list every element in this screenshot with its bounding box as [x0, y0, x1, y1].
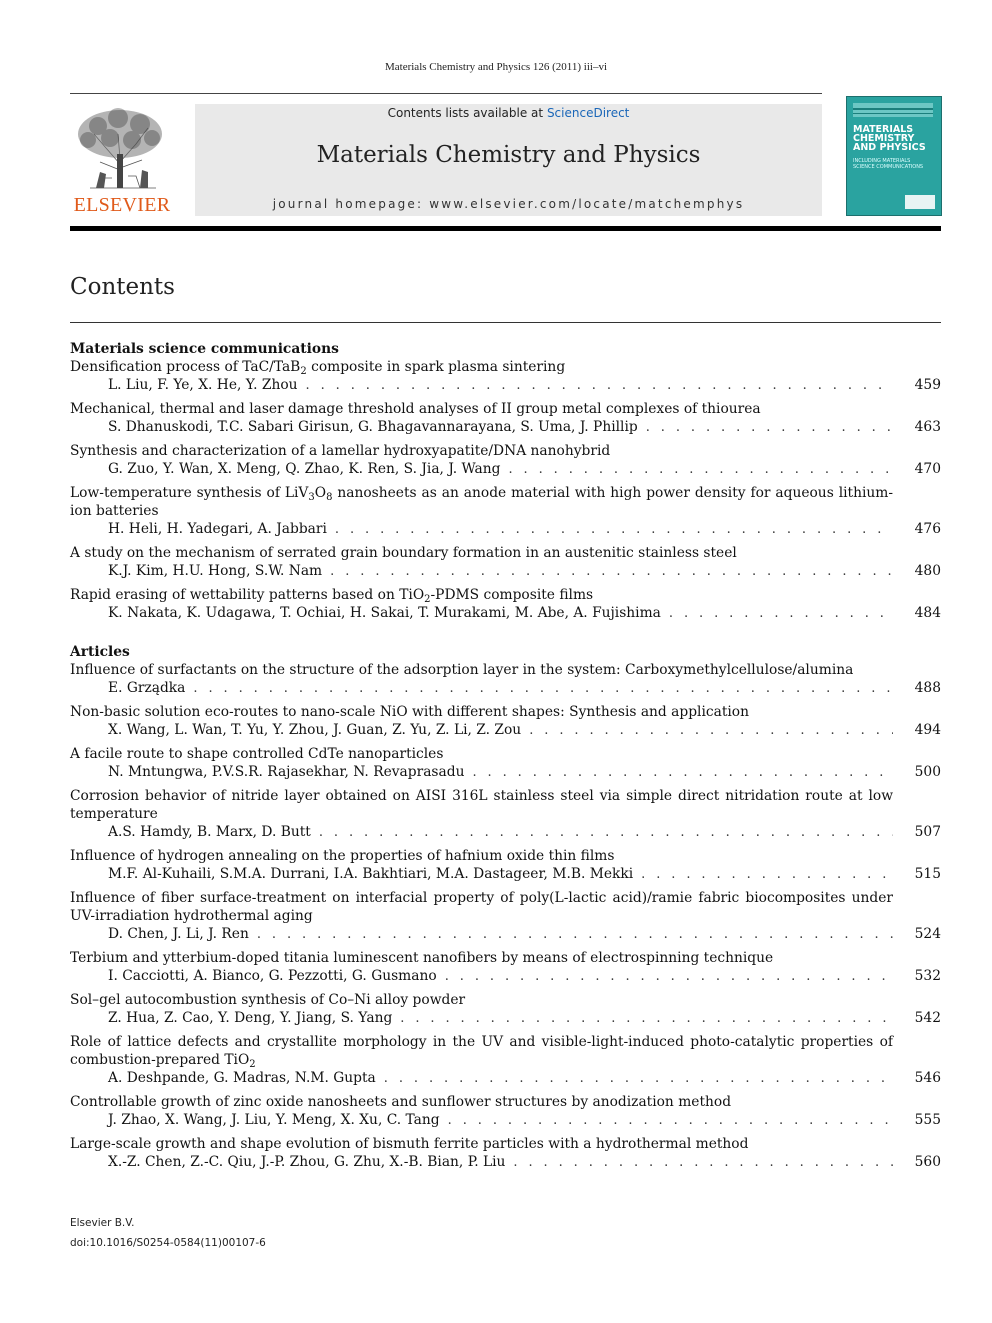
- authors-row: [70, 376, 941, 395]
- article-title[interactable]: [70, 586, 893, 604]
- footer: [70, 1213, 266, 1253]
- toc-entry[interactable]: [70, 586, 941, 623]
- title-fragment: Rapid erasing of wettability patterns based on TiO: [70, 587, 425, 603]
- authors-row: [70, 967, 941, 986]
- dot-leader: [319, 824, 893, 842]
- header-divider: [70, 226, 941, 231]
- title-fragment: nanosheets as an anode material with high power density for aqueous lithium-ion batteries: [70, 485, 893, 519]
- article-title[interactable]: Mechanical, thermal and laser damage threshold analyses of II group metal complexes of thiourea: [70, 401, 761, 417]
- toc-entry[interactable]: [70, 991, 941, 1028]
- title-fragment: O: [314, 485, 327, 501]
- title-subscript: 2: [249, 1059, 256, 1070]
- article-authors: H. Heli, H. Yadegari, A. Jabbari: [108, 521, 327, 537]
- sciencedirect-link[interactable]: ScienceDirect: [546, 106, 630, 120]
- authors-row: [70, 721, 941, 740]
- journal-header: [195, 104, 822, 216]
- authors-row: [70, 823, 941, 842]
- toc-entry[interactable]: [70, 661, 941, 698]
- toc-entry[interactable]: [70, 1135, 941, 1172]
- dot-leader: [445, 968, 893, 986]
- cover-title: MATERIALS CHEMISTRY AND PHYSICS: [853, 124, 926, 153]
- page-number[interactable]: 494: [914, 722, 941, 738]
- dot-leader: [306, 377, 893, 395]
- page-number[interactable]: 546: [914, 1070, 941, 1086]
- article-authors: X. Wang, L. Wan, T. Yu, Y. Zhou, J. Guan, Z. Yu, Z. Li, Z. Zou: [108, 722, 522, 738]
- journal-homepage-link[interactable]: journal homepage: www.elsevier.com/locate/matchemphys: [272, 197, 745, 211]
- authors-row: [70, 679, 941, 698]
- contents-available-line: [195, 106, 822, 120]
- article-authors: K.J. Kim, H.U. Hong, S.W. Nam: [108, 563, 323, 579]
- article-authors: N. Mntungwa, P.V.S.R. Rajasekhar, N. Revaprasadu: [108, 764, 465, 780]
- article-authors: A. Deshpande, G. Madras, N.M. Gupta: [108, 1070, 376, 1086]
- toc-entry[interactable]: [70, 400, 941, 437]
- article-authors: E. Grządka: [108, 680, 186, 696]
- article-title[interactable]: A facile route to shape controlled CdTe nanoparticles: [70, 746, 444, 762]
- article-title[interactable]: Controllable growth of zinc oxide nanosheets and sunflower structures by anodization method: [70, 1094, 732, 1110]
- article-authors: J. Zhao, X. Wang, J. Liu, Y. Meng, X. Xu, C. Tang: [108, 1112, 440, 1128]
- toc-entry[interactable]: [70, 1033, 941, 1088]
- elsevier-logo[interactable]: [70, 104, 174, 216]
- article-title[interactable]: Large-scale growth and shape evolution of bismuth ferrite particles with a hydrothermal method: [70, 1136, 749, 1152]
- toc-entry[interactable]: [70, 442, 941, 479]
- article-title[interactable]: A study on the mechanism of serrated grain boundary formation in an austenitic stainless steel: [70, 545, 737, 561]
- article-title[interactable]: [70, 358, 893, 376]
- title-fragment: -PDMS composite films: [430, 587, 594, 603]
- title-subscript: 2: [424, 594, 431, 605]
- toc-entry[interactable]: [70, 787, 941, 842]
- footer-doi[interactable]: doi:10.1016/S0254-0584(11)00107-6: [70, 1237, 266, 1249]
- authors-row: [70, 460, 941, 479]
- footer-publisher: Elsevier B.V.: [70, 1217, 135, 1229]
- page-number[interactable]: 459: [914, 377, 941, 393]
- article-authors: S. Dhanuskodi, T.C. Sabari Girisun, G. Bhagavannarayana, S. Uma, J. Phillip: [108, 419, 638, 435]
- dot-leader: [335, 521, 893, 539]
- article-title[interactable]: Synthesis and characterization of a lamellar hydroxyapatite/DNA nanohybrid: [70, 443, 611, 459]
- authors-row: [70, 865, 941, 884]
- title-fragment: Low-temperature synthesis of LiV: [70, 485, 309, 501]
- page-number[interactable]: 476: [914, 521, 941, 537]
- article-authors: Z. Hua, Z. Cao, Y. Deng, Y. Jiang, S. Yang: [108, 1010, 393, 1026]
- article-title[interactable]: Sol–gel autocombustion synthesis of Co–Ni alloy powder: [70, 992, 466, 1008]
- authors-row: [70, 925, 941, 944]
- toc-entry[interactable]: [70, 703, 941, 740]
- page-number[interactable]: 555: [914, 1112, 941, 1128]
- article-authors: L. Liu, F. Ye, X. He, Y. Zhou: [108, 377, 298, 393]
- dot-leader: [669, 605, 893, 623]
- article-authors: I. Cacciotti, A. Bianco, G. Pezzotti, G. Gusmano: [108, 968, 437, 984]
- page-number[interactable]: 500: [914, 764, 941, 780]
- dot-leader: [529, 722, 893, 740]
- title-fragment: Role of lattice defects and crystallite morphology in the UV and visible-light-induced photo-catalytic properties of combustion-prepared TiO: [70, 1034, 893, 1068]
- article-title[interactable]: Influence of surfactants on the structure of the adsorption layer in the system: Carboxymethylcellulose/alumina: [70, 662, 854, 678]
- dot-leader: [472, 764, 893, 782]
- toc-entry[interactable]: [70, 847, 941, 884]
- article-title[interactable]: Influence of fiber surface-treatment on interfacial property of poly(L-lactic acid)/ramie fabric biocomposites under UV-irradiation hydrothermal aging: [70, 890, 893, 924]
- cover-panel: [905, 195, 935, 209]
- toc-entry[interactable]: [70, 745, 941, 782]
- article-authors: G. Zuo, Y. Wan, X. Meng, Q. Zhao, K. Ren, S. Jia, J. Wang: [108, 461, 501, 477]
- journal-name: Materials Chemistry and Physics: [316, 142, 701, 168]
- elsevier-wordmark: ELSEVIER: [73, 194, 171, 216]
- title-fragment: Densification process of TaC/TaB: [70, 359, 301, 375]
- page-number[interactable]: 524: [914, 926, 941, 942]
- dot-leader: [508, 461, 893, 479]
- article-authors: M.F. Al-Kuhaili, S.M.A. Durrani, I.A. Bakhtiari, M.A. Dastageer, M.B. Mekki: [108, 866, 634, 882]
- toc-entry[interactable]: [70, 358, 941, 395]
- toc-entry[interactable]: [70, 544, 941, 581]
- dot-leader: [400, 1010, 893, 1028]
- article-authors: X.-Z. Chen, Z.-C. Qiu, J.-P. Zhou, G. Zhu, X.-B. Bian, P. Liu: [108, 1154, 506, 1170]
- toc-entry[interactable]: [70, 1093, 941, 1130]
- authors-row: [70, 1153, 941, 1172]
- page-number[interactable]: 463: [914, 419, 941, 435]
- page-number[interactable]: 542: [914, 1010, 941, 1026]
- article-title[interactable]: Terbium and ytterbium-doped titania luminescent nanofibers by means of electrospinning technique: [70, 950, 774, 966]
- authors-row: [70, 763, 941, 782]
- dot-leader: [330, 563, 893, 581]
- contents-prefix: Contents lists available at: [387, 106, 547, 120]
- table-of-contents: [70, 340, 941, 1177]
- authors-row: [70, 418, 941, 437]
- article-title[interactable]: Corrosion behavior of nitride layer obtained on AISI 316L stainless steel via simple direct nitridation route at low temperature: [70, 788, 893, 822]
- page-number[interactable]: 532: [914, 968, 941, 984]
- toc-section: [70, 643, 941, 1172]
- article-authors: D. Chen, J. Li, J. Ren: [108, 926, 249, 942]
- dot-leader: [257, 926, 893, 944]
- article-title[interactable]: [70, 1033, 893, 1069]
- dot-leader: [646, 419, 893, 437]
- dot-leader: [448, 1112, 893, 1130]
- cover-pattern-icon: [853, 103, 933, 117]
- toc-entry[interactable]: [70, 889, 941, 944]
- top-divider: [70, 93, 822, 94]
- dot-leader: [193, 680, 893, 698]
- article-authors: K. Nakata, K. Udagawa, T. Ochiai, H. Sakai, T. Murakami, M. Abe, A. Fujishima: [108, 605, 661, 621]
- article-title[interactable]: [70, 484, 893, 520]
- cover-subtitle: INCLUDING MATERIALS SCIENCE COMMUNICATIONS: [853, 158, 924, 170]
- dot-leader: [513, 1154, 893, 1172]
- toc-entry[interactable]: [70, 484, 941, 539]
- title-subscript: 8: [326, 492, 333, 503]
- title-subscript: 2: [300, 366, 307, 377]
- dot-leader: [384, 1070, 893, 1088]
- title-subscript: 3: [308, 492, 315, 503]
- article-title[interactable]: Non-basic solution eco-routes to nano-scale NiO with different shapes: Synthesis and application: [70, 704, 749, 720]
- page-number[interactable]: 515: [914, 866, 941, 882]
- toc-section: [70, 340, 941, 623]
- page-number[interactable]: 484: [914, 605, 941, 621]
- page-number[interactable]: 480: [914, 563, 941, 579]
- toc-entry[interactable]: [70, 949, 941, 986]
- section-title: Articles: [70, 644, 130, 660]
- running-head: Materials Chemistry and Physics 126 (2011) iii–vi: [384, 61, 607, 73]
- authors-row: [70, 562, 941, 581]
- page-number[interactable]: 560: [914, 1154, 941, 1170]
- authors-row: [70, 520, 941, 539]
- title-divider: [70, 322, 941, 323]
- article-title[interactable]: Influence of hydrogen annealing on the properties of hafnium oxide thin films: [70, 848, 615, 864]
- dot-leader: [641, 866, 893, 884]
- page-number[interactable]: 507: [914, 824, 941, 840]
- article-authors: A.S. Hamdy, B. Marx, D. Butt: [108, 824, 311, 840]
- page-title: Contents: [70, 274, 175, 300]
- journal-cover-thumbnail[interactable]: [846, 96, 942, 216]
- elsevier-tree-icon: [70, 104, 174, 192]
- page-number[interactable]: 470: [914, 461, 941, 477]
- authors-row: [70, 604, 941, 623]
- authors-row: [70, 1009, 941, 1028]
- page-number[interactable]: 488: [914, 680, 941, 696]
- authors-row: [70, 1111, 941, 1130]
- section-title: Materials science communications: [70, 341, 339, 357]
- title-fragment: composite in spark plasma sintering: [306, 359, 566, 375]
- authors-row: [70, 1069, 941, 1088]
